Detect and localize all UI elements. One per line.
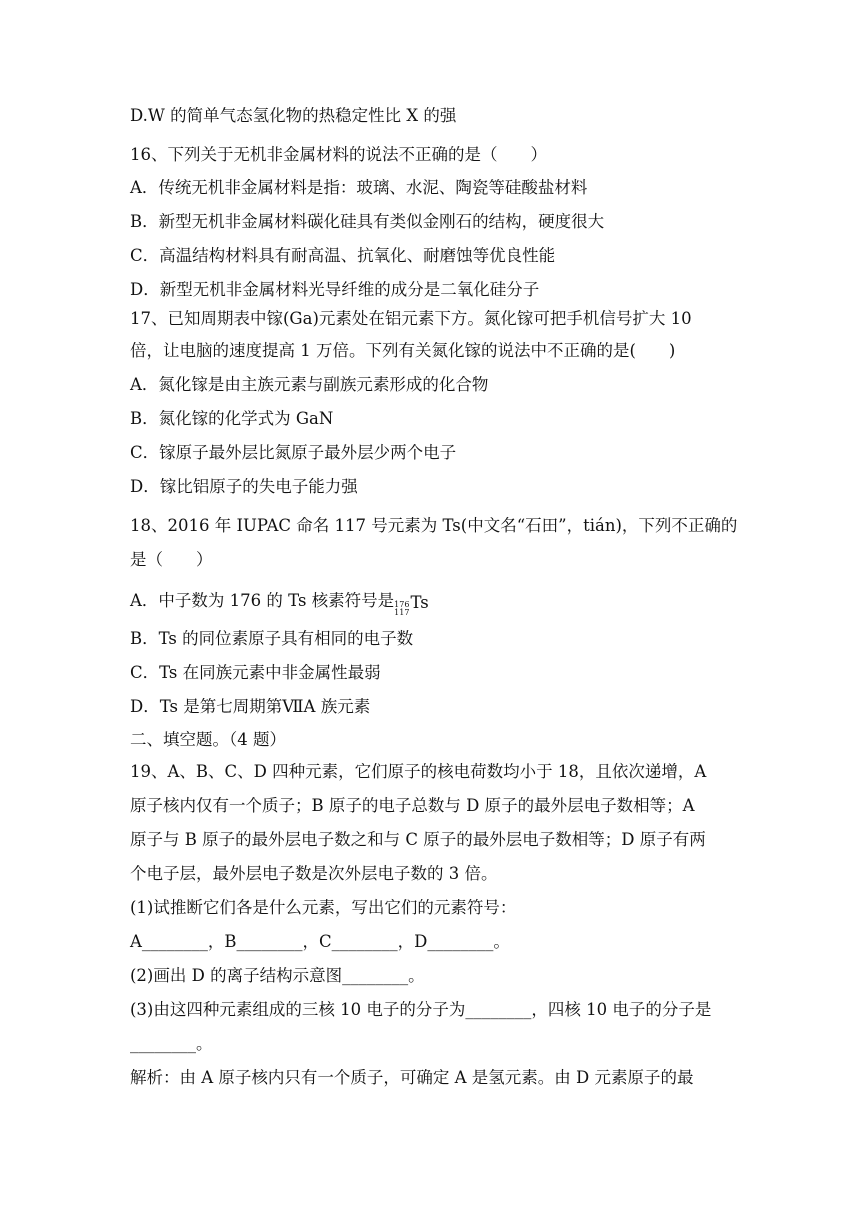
- q18-option-d: D．Ts 是第七周期第ⅦA 族元素: [130, 697, 371, 716]
- q18-option-c: C．Ts 在同族元素中非金属性最弱: [130, 663, 381, 682]
- q19-part-2: (2)画出 D 的离子结构示意图________。: [130, 966, 425, 985]
- q19-part-1: (1)试推断它们各是什么元素，写出它们的元素符号：: [130, 898, 517, 917]
- q18-option-b: B．Ts 的同位素原子具有相同的电子数: [130, 629, 414, 648]
- q19-part-3-blank: ________。: [130, 1034, 213, 1053]
- q17-option-b: B．氮化镓的化学式为 GaN: [130, 409, 334, 428]
- isotope-notation: [394, 591, 429, 617]
- section-heading: 二、填空题。（4 题）: [130, 730, 286, 749]
- question-16-stem: 16、下列关于无机非金属材料的说法不正确的是（ ）: [130, 145, 547, 164]
- question-19-stem-cont: 原子核内仅有一个质子；B 原子的电子总数与 D 原子的最外层电子数相等；A: [130, 796, 695, 815]
- question-17-stem: 17、已知周期表中镓(Ga)元素处在铝元素下方。氮化镓可把手机信号扩大 10: [130, 309, 692, 328]
- q18-option-a-text: A．中子数为 176 的 Ts 核素符号是: [130, 591, 395, 610]
- q16-option-c: C．高温结构材料具有耐高温、抗氧化、耐磨蚀等优良性能: [130, 246, 556, 265]
- question-19-stem: 19、A、B、C、D 四种元素，它们原子的核电荷数均小于 18，且依次递增，A: [130, 762, 707, 781]
- analysis-text: 解析：由 A 原子核内只有一个质子，可确定 A 是氢元素。由 D 元素原子的最: [130, 1068, 694, 1087]
- q17-option-d: D．镓比铝原子的失电子能力强: [130, 477, 358, 496]
- question-19-stem-cont: 个电子层，最外层电子数是次外层电子数的 3 倍。: [130, 864, 498, 883]
- q17-option-c: C．镓原子最外层比氮原子最外层少两个电子: [130, 443, 457, 462]
- question-19-stem-cont: 原子与 B 原子的最外层电子数之和与 C 原子的最外层电子数相等；D 原子有两: [130, 830, 706, 849]
- q16-option-d: D．新型无机非金属材料光导纤维的成分是二氧化硅分子: [130, 280, 540, 299]
- question-17-stem-cont: 倍，让电脑的速度提高 1 万倍。下列有关氮化镓的说法中不正确的是( ): [130, 341, 676, 360]
- text-line: D.W 的简单气态氢化物的热稳定性比 X 的强: [130, 106, 457, 125]
- q19-part-1-blanks: A________，B________，C________，D________。: [130, 932, 510, 951]
- q19-part-3: (3)由这四种元素组成的三核 10 电子的分子为________，四核 10 电子的分子是: [130, 1000, 712, 1019]
- isotope-mass-number: 176: [394, 600, 410, 609]
- isotope-symbol: Ts: [410, 593, 429, 612]
- q17-option-a: A．氮化镓是由主族元素与副族元素形成的化合物: [130, 375, 489, 394]
- question-18-stem: 18、2016 年 IUPAC 命名 117 号元素为 Ts(中文名“石田”，tián)，下列不正确的: [130, 516, 738, 535]
- q16-option-b: B．新型无机非金属材料碳化硅具有类似金刚石的结构，硬度很大: [130, 212, 605, 231]
- question-18-stem-cont: 是（ ）: [130, 550, 213, 569]
- isotope-atomic-number: 117: [394, 608, 410, 617]
- q18-option-a: [130, 589, 730, 617]
- q16-option-a: A．传统无机非金属材料是指：玻璃、水泥、陶瓷等硅酸盐材料: [130, 178, 588, 197]
